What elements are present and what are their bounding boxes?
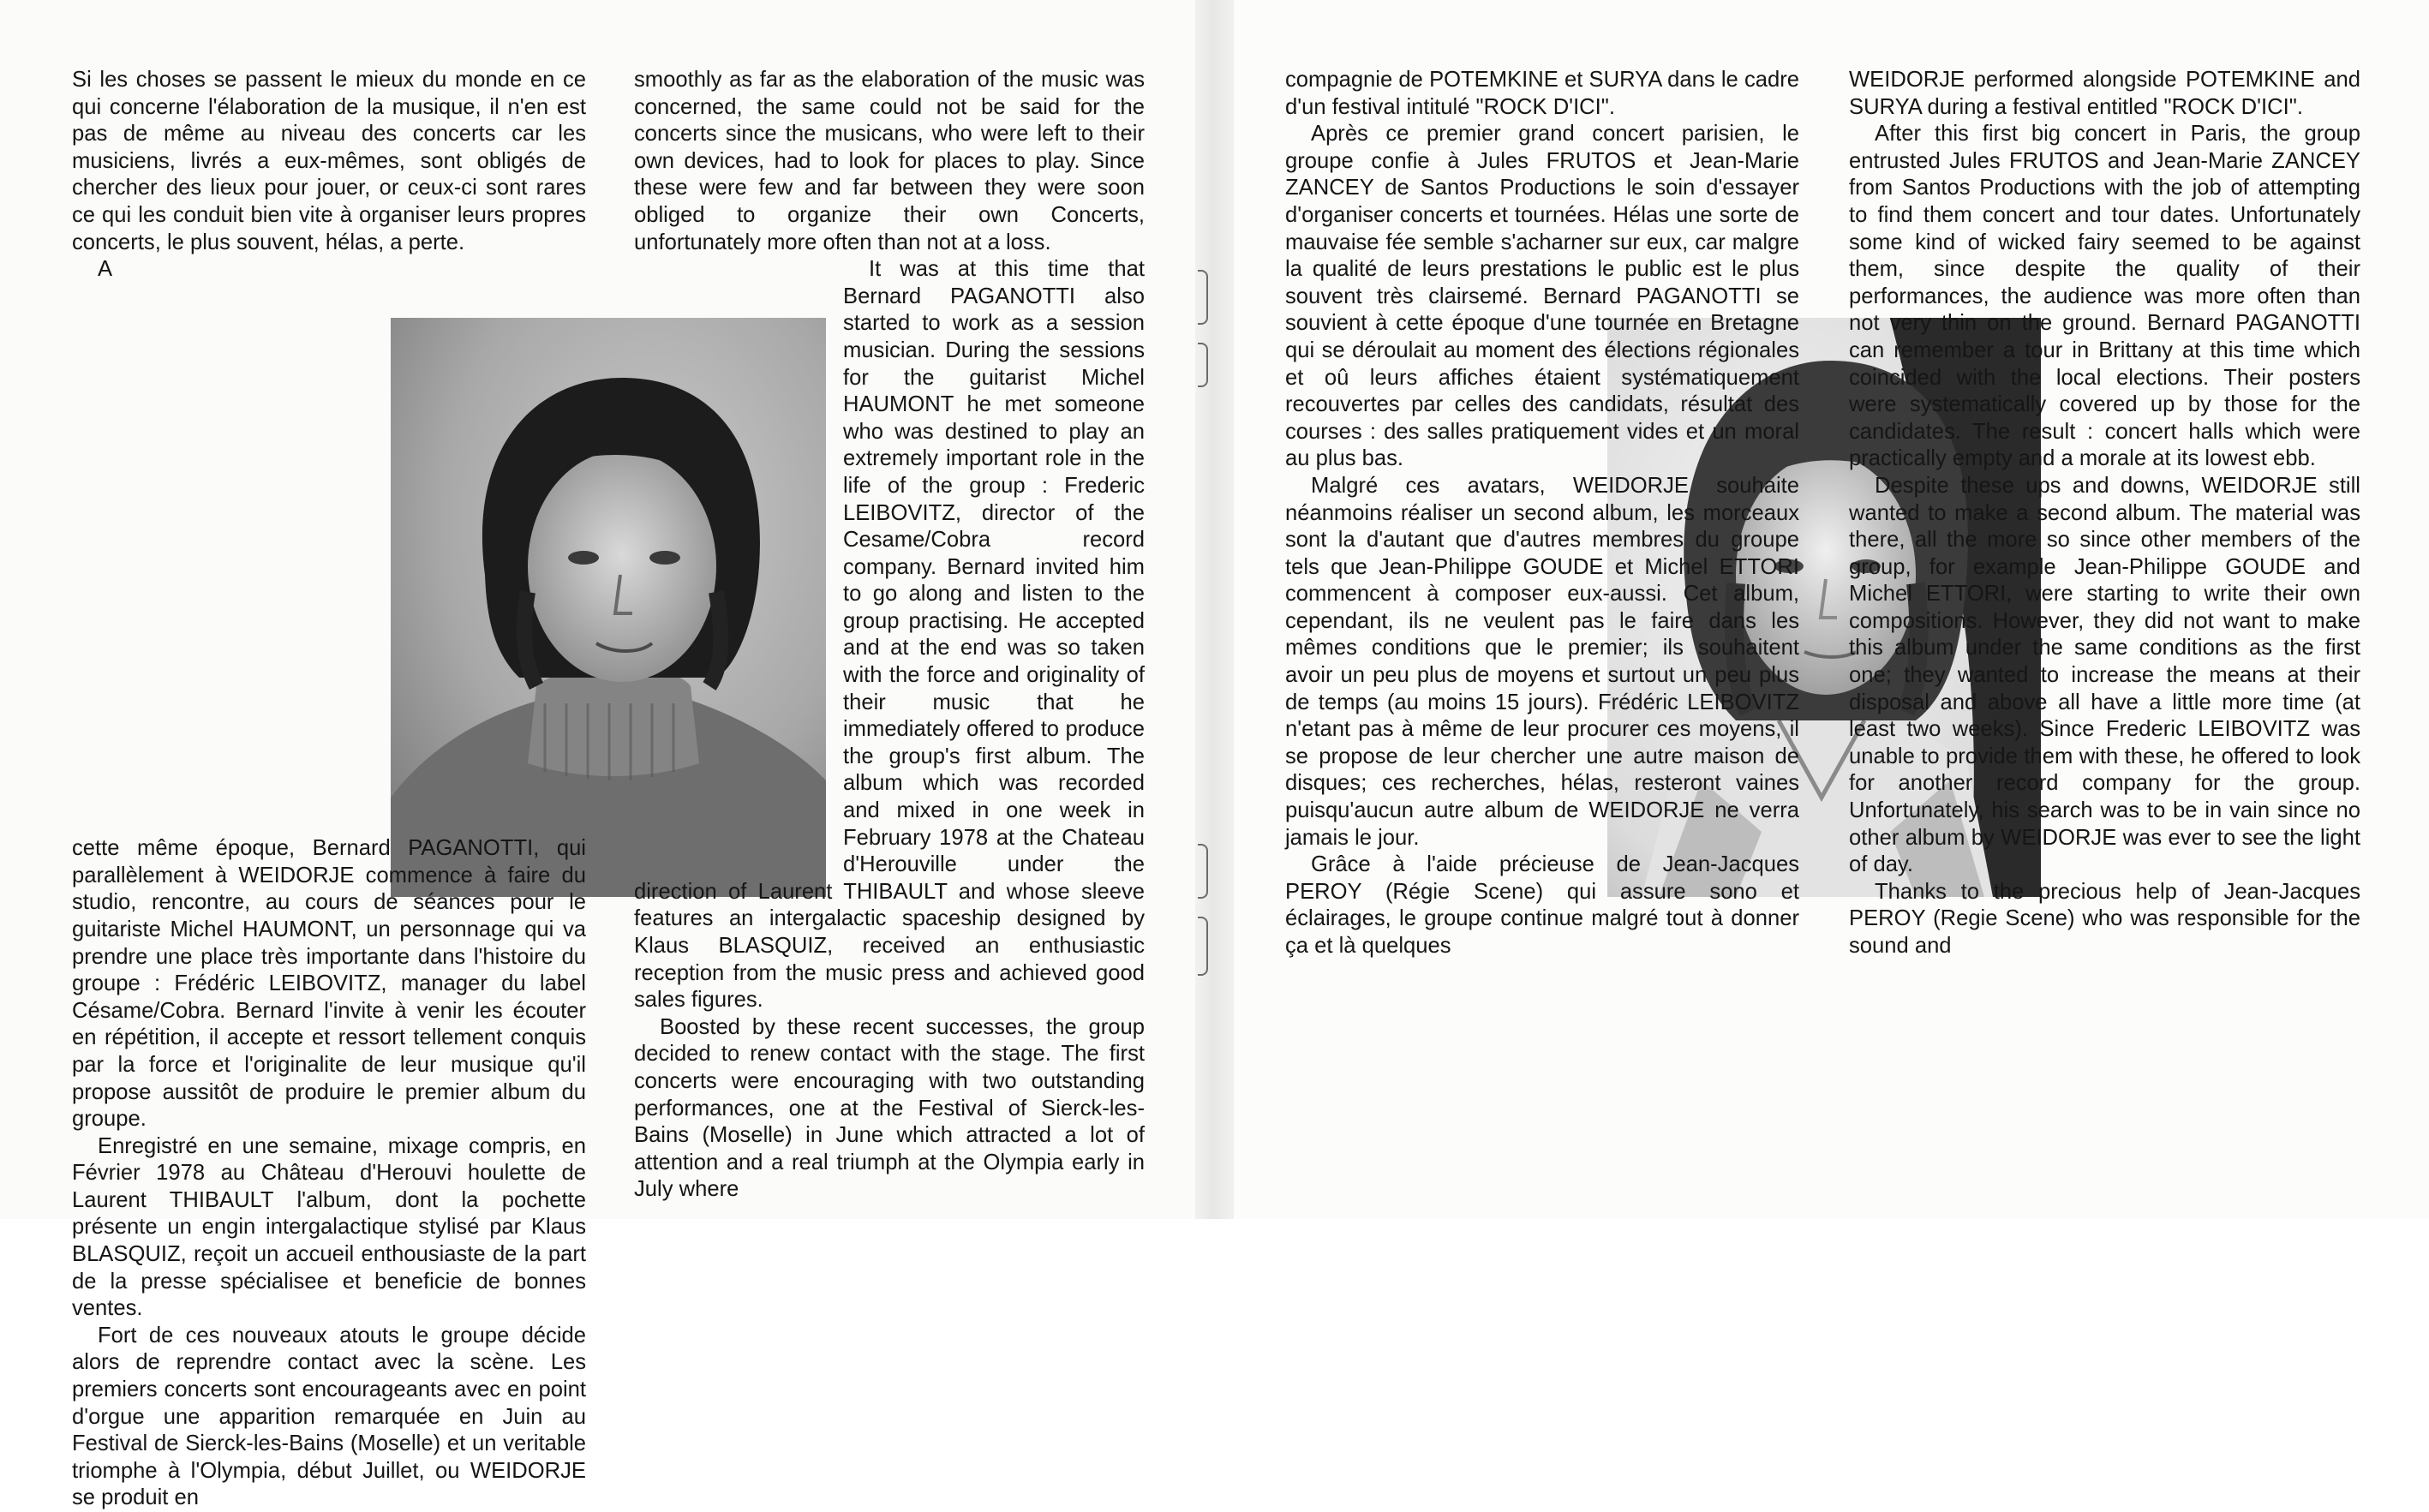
- paragraph: WEIDORJE performed alongside POTEMKINE and SURYA during a festival entitled "ROCK D'ICI".: [1849, 68, 2360, 119]
- paragraph: compagnie de POTEMKINE et SURYA dans le cadre d'un festival intitulé "ROCK D'ICI".: [1285, 68, 1799, 119]
- text-column-english-right: [1849, 67, 2360, 960]
- paragraph: smoothly as far as the elaboration of the music was concerned, the same could not be said for the concerts since the musicans, who were left to their own devices, had to look for places to play. Since these were few and far between they were soon obliged to organize their own Concerts, unfortunately more often than not at a loss.: [634, 68, 1145, 254]
- text-column-french-left: [72, 67, 586, 1512]
- text-column-french-right: [1285, 67, 1799, 960]
- text-column-english-left: [634, 67, 1145, 1204]
- paragraph: Après ce premier grand concert parisien, le groupe confie à Jules FRUTOS et Jean-Marie ZANCEY de Santos Productions le soin d'essayer d'organiser concerts et tournées. Hélas une sorte de mauvaise fée semble s'acharner sur eux, car malgre la qualité de leurs prestations le public est le plus souvent très clairsemé. Bernard PAGANOTTI se souvient à cette époque d'une tournée en Bretagne qui se déroulait au moment des élections régionales et oû leurs affiches étaient systématiquement recouvertes par celles des candidats, résultat des courses : des salles pratiquement vides et un moral au plus bas.: [1285, 122, 1799, 471]
- paragraph: Grâce à l'aide précieuse de Jean-Jacques PEROY (Régie Scene) qui assure sono et éclairages, le groupe continue malgré tout à donner ça et là quelques: [1285, 852, 1799, 958]
- staple-bottom-2: [1198, 917, 1208, 976]
- paragraph: After this first big concert in Paris, the group entrusted Jules FRUTOS and Jean-Marie ZANCEY from Santos Productions with the job of attempting to find them concert and tour dates. Unfortunately some kind of wicked fairy seemed to be against them, since despite the quality of their performances, the audience was more often than not very thin on the ground. Bernard PAGANOTTI can remember a tour in Brittany at this time which coincided with the local elections. Their posters were systematically covered up by those for the candidates. The result : concert halls which were practically empty and a morale at its lowest ebb.: [1849, 122, 2360, 471]
- paragraph: Thanks to the precious help of Jean-Jacques PEROY (Regie Scene) who was responsible for the sound and: [1849, 879, 2360, 958]
- paragraph: Despite these ups and downs, WEIDORJE still wanted to make a second album. The material was there, all the more so since other members of the group, for example Jean-Philippe GOUDE and Michel ETTORI, were starting to write their own compositions. However, they did not want to make this album under the same conditions as the first one; they wanted to increase the means at their disposal and above all have a little more time (at least two weeks). Since Frederic LEIBOVITZ was unable to provide them with these, he offered to look for another record company for the group. Unfortunately, his search was to be in vain since no other album by WEIDORJE was ever to see the light of day.: [1849, 473, 2360, 877]
- paragraph: A cette même époque, Bernard PAGANOTTI, qui parallèlement à WEIDORJE commence à faire du studio, rencontre, au cours de séances pour le guitariste Michel HAUMONT, un personnage qui va prendre une place très importante dans l'histoire du groupe : Frédéric LEIBOVITZ, manager du label Césame/Cobra. Bernard l'invite à venir les écouter en répétition, il accepte et ressort tellement conquis par la force et l'originalite de leur musique qu'il propose aussitôt de produire le premier album du groupe.: [72, 257, 586, 1132]
- paragraph: Enregistré en une semaine, mixage compris, en Février 1978 au Château d'Herouvi houlette de Laurent THIBAULT l'album, dont la pochette présente un engin intergalactique stylisé par Klaus BLASQUIZ, reçoit un accueil enthousiaste de la part de la presse spécialisee et beneficie de bonnes ventes.: [72, 1133, 586, 1321]
- paragraph: Malgré ces avatars, WEIDORJE souhaite néanmoins réaliser un second album, les morceaux sont la d'autant que d'autres membres du groupe tels que Jean-Philippe GOUDE et Michel ETTORI commencent à composer eux-aussi. Cet album, cependant, ils ne veulent pas le faire dans les mêmes conditions que le premier; ils souhaitent avoir un peu plus de moyens et surtout un peu plus de temps (au moins 15 jours). Frédéric LEIBOVITZ n'etant pas à même de leur procurer ces moyens, il se propose de leur chercher une autre maison de disques; ces recherches, hélas, resteront vaines puisqu'aucun autre album de WEIDORJE ne verra jamais le jour.: [1285, 473, 1799, 850]
- booklet-gutter: [1195, 0, 1234, 1219]
- paragraph: Boosted by these recent successes, the group decided to renew contact with the stage. The first concerts were encouraging with two outstanding performances, one at the Festival of Sierck-les-Bains (Moselle) in June which attracted a lot of attention and a real triumph at the Olympia early in July where: [634, 1014, 1145, 1202]
- paragraph: Si les choses se passent le mieux du monde en ce qui concerne l'élaboration de la musique, il n'en est pas de même au niveau des concerts car les musiciens, livrés a eux-mêmes, sont obligés de chercher des lieux pour jouer, or ceux-ci sont rares ce qui les conduit bien vite à organiser leurs propres concerts, le plus souvent, hélas, a perte.: [72, 68, 586, 254]
- paragraph: It was at this time that Bernard PAGANOTTI also started to work as a session musician. During the sessions for the guitarist Michel HAUMONT he met someone who was destined to play an extremely important role in the life of the group : Frederic LEIBOVITZ, director of the Cesame/Cobra record company. Bernard invited him to go along and listen to the group practising. He accepted and at the end was so taken with the force and originality of their music that he immediately offered to produce the group's first album. The album which was recorded and mixed in one week in February 1978 at the Chateau d'Herouville under the direction of Laurent THIBAULT and whose sleeve features an intergalactic spaceship designed by Klaus BLASQUIZ, received an enthusiastic reception from the music press and achieved good sales figures.: [634, 257, 1145, 1013]
- paragraph: Fort de ces nouveaux atouts le groupe décide alors de reprendre contact avec la scène. Les premiers concerts sont encourageants avec en point d'orgue une apparition remarquée en Juin au Festival de Sierck-les-Bains (Moselle) et un veritable triomphe à l'Olympia, début Juillet, ou WEIDORJE se produit en: [72, 1323, 586, 1510]
- staple-bottom: [1198, 844, 1208, 899]
- staple-top: [1198, 270, 1208, 325]
- staple-top-2: [1198, 343, 1208, 387]
